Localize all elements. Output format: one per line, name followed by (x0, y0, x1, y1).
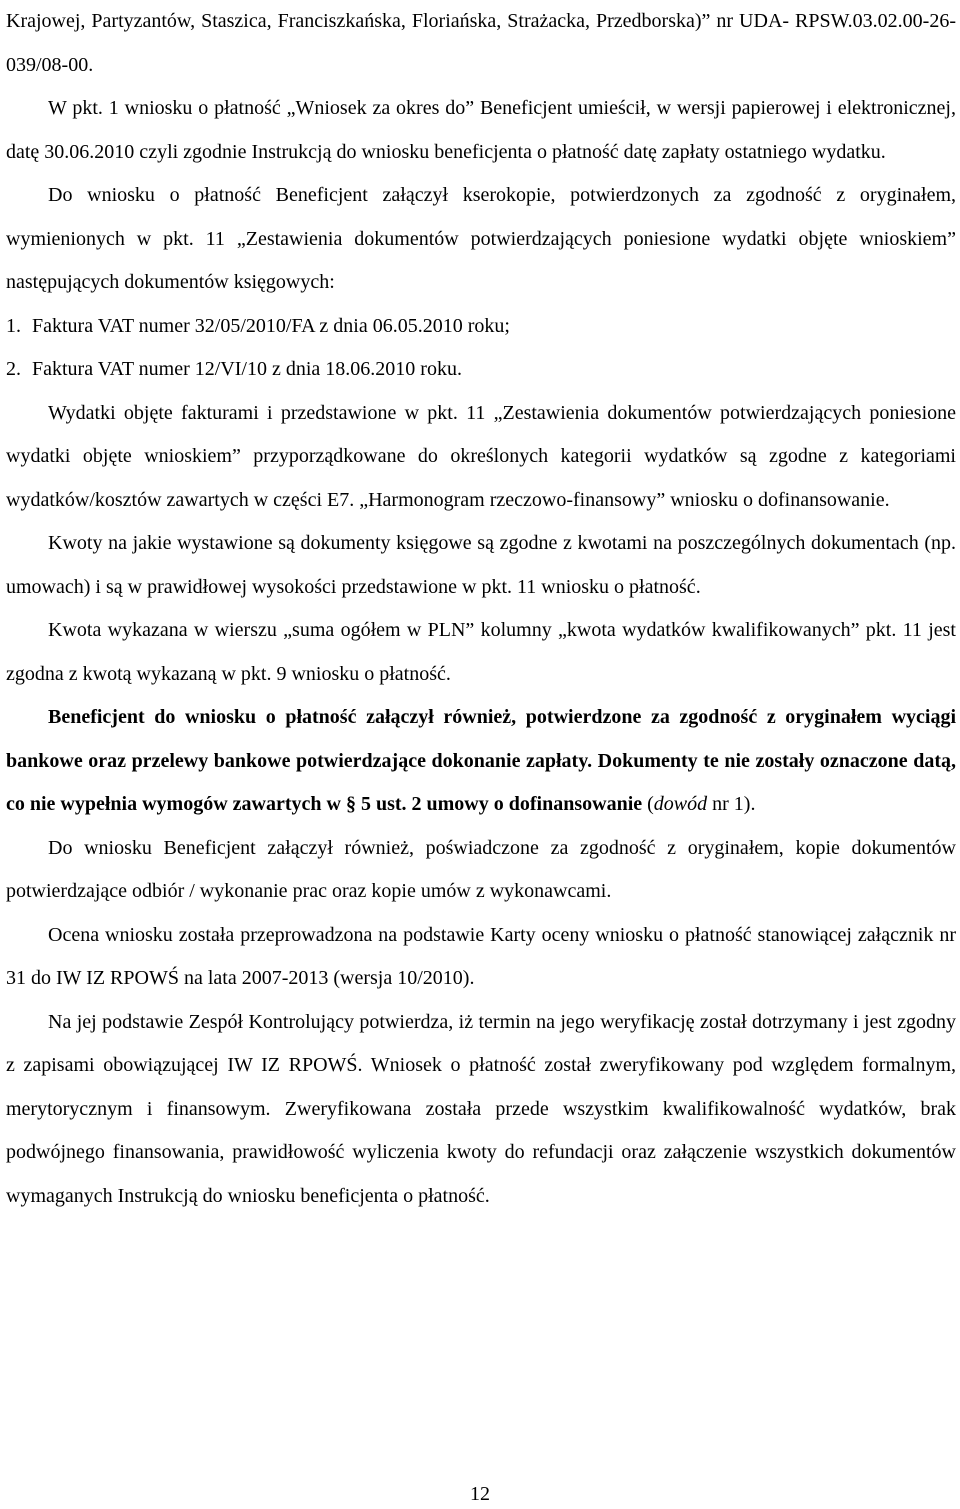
document-body (6, 0, 956, 1218)
paragraph-protocols: Do wniosku Beneficjent załączył również, poświadczone za zgodność z oryginałem, kopie dokumentów potwierdzające odbiór / wykonanie prac oraz kopie umów z wykonawcami. (6, 836, 956, 902)
paragraph-amounts: Kwoty na jakie wystawione są dokumenty księgowe są zgodne z kwotami na poszczególnych dokumentach (np. umowach) i są w prawidłowej wysokości przedstawione w pkt. 11 wniosku o płatność. (6, 532, 956, 598)
invoice-item-2 (6, 348, 956, 392)
paragraph-conclusion: Na jej podstawie Zespół Kontrolujący potwierdza, iż termin na jego weryfikację został dotrzymany i jest zgodny z zapisami obowiązującej IW IZ RPOWŚ. Wniosek o płatność został zweryfikowany pod względem formalnym, merytorycznym i finansowym. Zweryfikowana została przede wszystkim kwalifikowalność wydatków, brak podwójnego finansowania, prawidłowość wyliczenia kwoty do refundacji oraz załączenie wszystkich dokumentów wymaganych Instrukcją do wniosku beneficjenta o płatność. (6, 1010, 956, 1207)
evidence-open: ( (642, 793, 654, 815)
bank-statement-bold: Beneficjent do wniosku o płatność załączył również, potwierdzone za zgodność z oryginałem wyciągi bankowe oraz przelewy bankowe potwierdzające dokonanie zapłaty. Dokumenty te nie zostały oznaczone datą, co nie wypełnia wymogów zawartych w § 5 ust. 2 umowy o dofinansowanie (6, 706, 956, 815)
paragraph-copies: Do wniosku o płatność Beneficjent załączył kserokopie, potwierdzonych za zgodność z oryginałem, wymienionych w pkt. 11 „Zestawienia dokumentów potwierdzających poniesione wydatki objęte wnioskiem” następujących dokumentów księgowych: (6, 184, 956, 293)
invoice-number-label: 2. (6, 358, 21, 380)
page-number: 12 (470, 1483, 490, 1505)
invoice-item-1 (6, 305, 956, 349)
invoice-number-label: 1. (6, 314, 21, 337)
invoice-text: Faktura VAT numer 12/VI/10 z dnia 18.06.2010 roku. (32, 358, 462, 380)
paragraph-date: W pkt. 1 wniosku o płatność „Wniosek za okres do” Beneficjent umieścił, w wersji papierowej i elektronicznej, datę 30.06.2010 czyli zgodnie Instrukcją do wniosku beneficjenta o płatność datę zapłaty ostatniego wydatku. (6, 97, 956, 163)
paragraph-intro: Krajowej, Partyzantów, Staszica, Franciszkańska, Floriańska, Strażacka, Przedborska)” nr UDA- RPSW.03.02.00-26-039/08-00. (6, 10, 956, 76)
paragraph-sum: Kwota wykazana w wierszu „suma ogółem w PLN” kolumny „kwota wydatków kwalifikowanych” pkt. 11 jest zgodna z kwotą wykazaną w pkt. 9 wniosku o płatność. (6, 619, 956, 685)
evidence-close: nr 1). (707, 793, 756, 815)
paragraph-categories: Wydatki objęte fakturami i przedstawione w pkt. 11 „Zestawienia dokumentów potwierdzających poniesione wydatki objęte wnioskiem” przyporządkowane do określonych kategorii wydatków są zgodne z kategoriami wydatków/kosztów zawartych w części E7. „Harmonogram rzeczowo-finansowy” wniosku o dofinansowanie. (6, 401, 956, 511)
paragraph-assessment: Ocena wniosku została przeprowadzona na podstawie Karty oceny wniosku o płatność stanowiącej załącznik nr 31 do IW IZ RPOWŚ na lata 2007-2013 (wersja 10/2010). (6, 923, 956, 989)
evidence-italic: dowód (653, 793, 708, 815)
paragraph-bank (6, 696, 956, 827)
invoice-text: Faktura VAT numer 32/05/2010/FA z dnia 06.05.2010 roku; (32, 314, 510, 337)
